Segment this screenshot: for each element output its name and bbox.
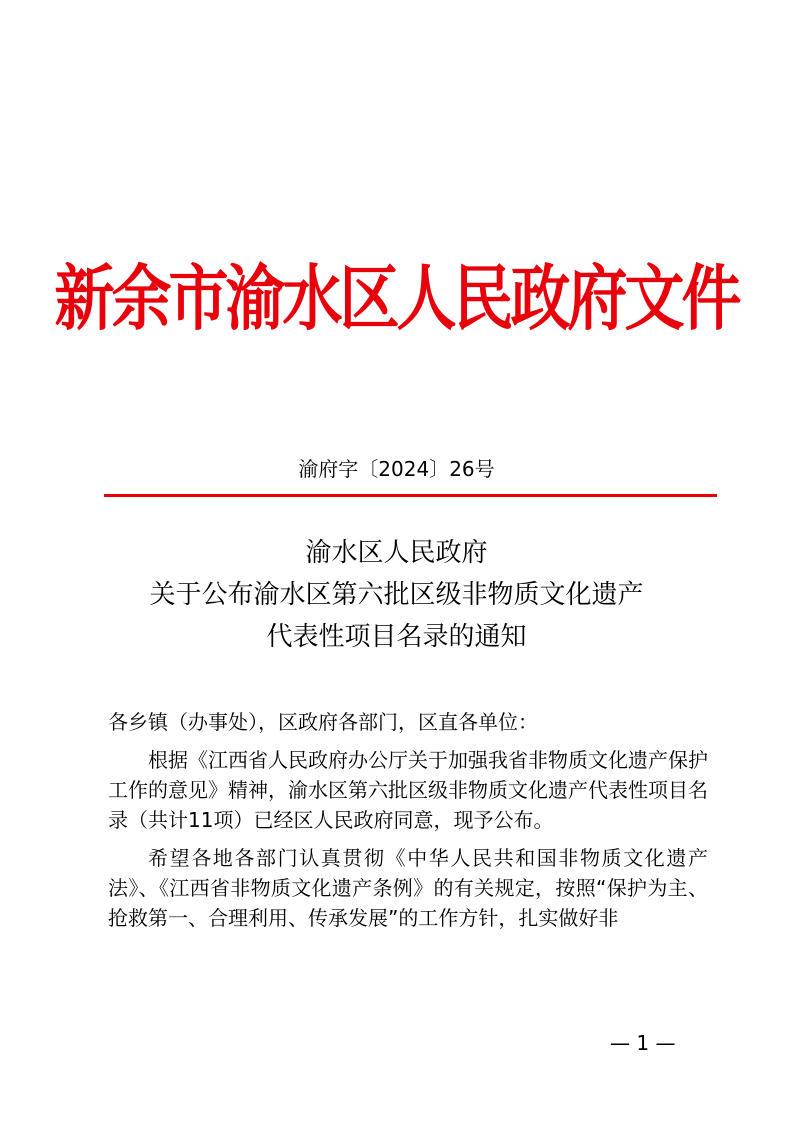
salutation: 各乡镇（办事处），区政府各部门，区直各单位： [108,710,538,734]
notice-title [0,532,793,658]
notice-title-line: 代表性项目名录的通知 [266,622,527,652]
notice-body [108,707,708,941]
body-paragraph: 根据《江西省人民政府办公厅关于加强我省非物质文化遗产保护工作的意见》精神，渝水区第六批区级非物质文化遗产代表性项目名录（共计11项）已经区人民政府同意，现予公布。 [108,748,708,832]
document-masthead: 新余市渝水区人民政府文件 [54,257,739,341]
notice-title-line: 关于公布渝水区第六批区级非物质文化遗产 [149,580,644,610]
notice-title-line: 渝水区人民政府 [305,538,488,568]
document-number: 渝府字〔2024〕26号 [298,457,495,481]
red-divider-line [104,494,717,497]
body-paragraph: 希望各地各部门认真贯彻《中华人民共和国非物质文化遗产法》、《江西省非物质文化遗产条例》的有关规定，按照“保护为主、抢救第一、合理利用、传承发展”的工作方针，扎实做好非 [108,846,708,930]
page-number: — 1 — [610,1031,676,1055]
